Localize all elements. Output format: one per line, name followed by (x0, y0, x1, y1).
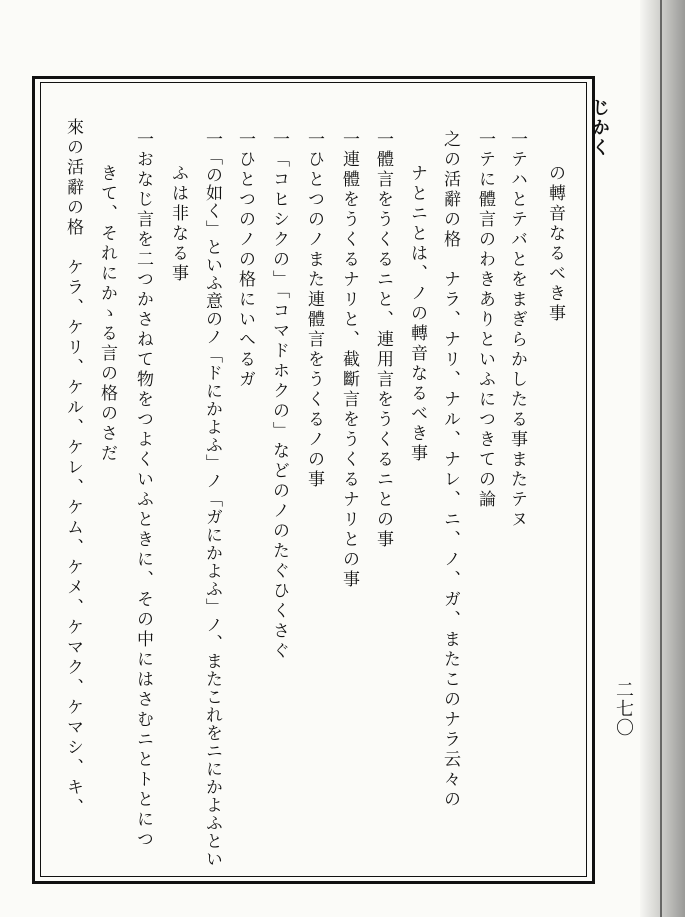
text-column-9: 一「コヒシクの」「コマドホクの」などのノのたぐひくさぐ (269, 130, 289, 662)
text-column-4: 之の活辭の格 ナラ、ナリ、ナル、ナレ、ニ、ノ、ガ、またこのナラ云々の (440, 130, 460, 810)
page-edge-shadow (640, 0, 685, 917)
text-column-8: 一ひとつのノまた連體言をうくるノの事 (304, 130, 324, 490)
text-column-5: ナとニとは、ノの轉音なるべき事 (407, 164, 427, 464)
text-column-1: の轉音なるべき事 (545, 164, 565, 324)
text-column-11: 一「の如く」といふ意のノ「ドにかよふ」ノ「ガにかよふ」ノ、またこれをニにかよふとい (202, 130, 222, 868)
text-column-14: きて、それにかゝる言の格のさだ (97, 164, 117, 464)
text-column-2: 一テハとテバとをまぎらかしたる事またテヌ (507, 130, 527, 530)
text-column-6: 一體言をうくるニと、連用言をうくるニとの事 (373, 130, 393, 550)
running-header: じかく (589, 98, 610, 158)
text-column-3: 一テに體言のわきありといふにつきての論 (475, 130, 495, 510)
page-edge-line (660, 0, 662, 917)
text-column-7: 一連體をうくるナリと、截斷言をうくるナリとの事 (339, 130, 359, 590)
text-column-13: 一おなじ言を二つかさねて物をつよくいふときに、その中にはさむニとトとにつ (133, 130, 153, 850)
page-number: 二七〇 (613, 680, 634, 737)
text-column-10: 一ひとつのノの格にいへるガ (235, 130, 255, 390)
text-column-15: 來の活辭の格 ケラ、ケリ、ケル、ケレ、ケム、ケメ、ケマク、ケマシ、キ、 (63, 118, 83, 818)
text-column-12: ふは非なる事 (168, 164, 188, 284)
